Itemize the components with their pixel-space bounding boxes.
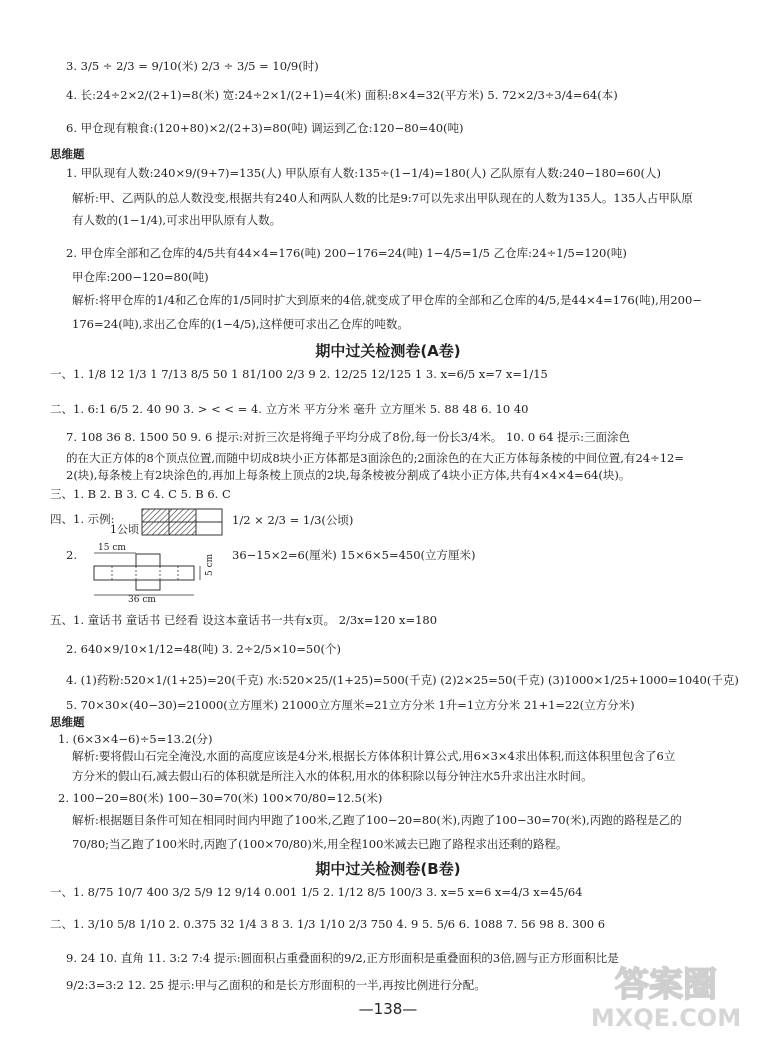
answer-line: 4. (1)药粉:520×1/(1+25)=20(千克) 水:520×25/(1+25)=500(千克) (2)2×25=50(千克) (3)1000×1/25+1000=1040(千克) xyxy=(66,673,739,687)
analysis-line: 方分米的假山石,减去假山石的体积就是所注入水的体积,用水的体积除以每分钟注水5升求出注水时间。 xyxy=(72,769,593,783)
analysis-line: 有人数的(1−1/4),可求出甲队原有人数。 xyxy=(72,213,282,227)
answer-line: 四、1. 示例: xyxy=(50,512,115,526)
answer-line: 9. 24 10. 直角 11. 3:2 7:4 提示:圆面积占重叠面积的9/2,正方形面积是重叠面积的3倍,圆与正方形面积比是 xyxy=(66,951,619,965)
answer-line: 5. 70×30×(40−30)=21000(立方厘米) 21000立方厘米=21立方分米 1升=1立方分米 21+1=22(立方分米) xyxy=(66,698,635,712)
answer-line: 4. 长:24÷2×2/(2+1)=8(米) 宽:24÷2×1/(2+1)=4(米) 面积:8×4=32(平方米) 5. 72×2/3÷3/4=64(本) xyxy=(66,88,618,102)
section-label: 思维题 xyxy=(50,147,85,161)
answer-line: 2. 甲仓库全部和乙仓库的4/5共有44×4=176(吨) 200−176=24(吨) 1−4/5=1/5 乙仓库:24÷1/5=120(吨) xyxy=(66,246,627,260)
answer-line: 2. 640×9/10×1/12=48(吨) 3. 2÷2/5×10=50(个) xyxy=(66,642,341,656)
answer-line: 1. 甲队现有人数:240×9/(9+7)=135(人) 甲队原有人数:135÷(1−1/4)=180(人) 乙队原有人数:240−180=60(人) xyxy=(66,166,661,180)
answer-line: 2(块),每条棱上有2块涂色的,再加上每条棱上顶点的2块,每条棱被分割成了4块小正方体,共有4×4×4=64(块)。 xyxy=(66,468,631,482)
watermark-url: MXQE.COM xyxy=(590,1004,742,1032)
exam-title-a: 期中过关检测卷(A卷) xyxy=(315,342,461,360)
answer-line: 三、1. B 2. B 3. C 4. C 5. B 6. C xyxy=(50,487,231,501)
answer-line: 6. 甲仓现有粮食:(120+80)×2/(2+3)=80(吨) 调运到乙仓:120−80=40(吨) xyxy=(66,121,464,135)
hectare-formula: 1/2 × 2/3 = 1/3(公顷) xyxy=(232,513,354,527)
exam-title-b: 期中过关检测卷(B卷) xyxy=(315,860,461,878)
answer-line: 二、1. 3/10 5/8 1/10 2. 0.375 32 1/4 3 8 3. 1/3 1/10 2/3 750 4. 9 5. 5/6 6. 1088 7. 56 98 8. 300 6 xyxy=(50,917,606,931)
answer-line: 五、1. 童话书 童话书 已经看 设这本童话书一共有x页。 2/3x=120 x=180 xyxy=(50,613,438,627)
answer-line: 7. 108 36 8. 1500 50 9. 6 提示:对折三次是将绳子平均分成了8份,每一份长3/4米。 10. 0 64 提示:三面涂色 xyxy=(66,430,631,444)
analysis-line: 70/80;当乙跑了100米时,丙跑了(100×70/80)米,用全程100米减去已跑了路程求出还剩的路程。 xyxy=(72,837,568,851)
answer-line: 9/2:3=3:2 12. 25 提示:甲与乙面积的和是长方形面积的一半,再按比例进行分配。 xyxy=(66,978,486,992)
answer-line: 1. (6×3×4−6)÷5=13.2(分) xyxy=(58,732,213,746)
answer-line: 二、1. 6:1 6/5 2. 40 90 3. > < < = 4. 立方米 平方分米 毫升 立方厘米 5. 88 48 6. 10 40 xyxy=(50,402,529,416)
width-label-15: 15 cm xyxy=(98,543,126,553)
hectare-label: 1公顷 xyxy=(110,523,139,536)
height-label-5: 5 cm xyxy=(205,553,215,576)
analysis-line: 解析:将甲仓库的1/4和乙仓库的1/5同时扩大到原来的4倍,就变成了甲仓库的全部和乙仓库的4/5,是44×4=176(吨),用200− xyxy=(72,293,702,307)
analysis-line: 解析:根据题目条件可知在相同时间内甲跑了100米,乙跑了100−20=80(米),丙跑了100−30=70(米),丙跑的路程是乙的 xyxy=(72,813,682,827)
box-net-diagram xyxy=(88,540,216,602)
answer-line: 一、1. 1/8 12 1/3 1 7/13 8/5 50 1 81/100 2/3 9 2. 12/25 12/125 1 3. x=6/5 x=7 x=1/15 xyxy=(50,367,548,381)
answer-line: 2. xyxy=(66,548,77,562)
watermark-logo xyxy=(576,962,756,1032)
box-formula: 36−15×2=6(厘米) 15×6×5=450(立方厘米) xyxy=(232,548,476,562)
watermark-text: 答案圈 xyxy=(615,965,717,1005)
answer-line: 的在大正方体的8个顶点位置,而随中切成8块小正方体都是3面涂色的;2面涂色的在大正方体每条棱的中间位置,有24÷12= xyxy=(66,451,684,465)
answer-line: 3. 3/5 ÷ 2/3 = 9/10(米) 2/3 ÷ 3/5 = 10/9(时) xyxy=(66,59,319,73)
answer-line: 2. 100−20=80(米) 100−30=70(米) 100×70/80=12.5(米) xyxy=(58,791,383,805)
answer-line: 一、1. 8/75 10/7 400 3/2 5/9 12 9/14 0.001 1/5 2. 1/12 8/5 100/3 3. x=5 x=6 x=4/3 x=45/64 xyxy=(50,885,583,899)
page-number: —138— xyxy=(358,1000,418,1018)
analysis-line: 解析:甲、乙两队的总人数没变,根据共有240人和两队人数的比是9:7可以先求出甲队现在的人数为135人。135人占甲队原 xyxy=(72,191,693,205)
answer-line: 甲仓库:200−120=80(吨) xyxy=(72,270,209,284)
width-label-36: 36 cm xyxy=(128,595,156,602)
section-label: 思维题 xyxy=(50,715,85,729)
analysis-line: 176=24(吨),求出乙仓库的(1−4/5),这样便可求出乙仓库的吨数。 xyxy=(72,317,409,331)
hectare-diagram xyxy=(108,505,228,541)
analysis-line: 解析:要将假山石完全淹没,水面的高度应该是4分米,根据长方体体积计算公式,用6×3×4求出体积,而这体积里包含了6立 xyxy=(72,749,676,763)
